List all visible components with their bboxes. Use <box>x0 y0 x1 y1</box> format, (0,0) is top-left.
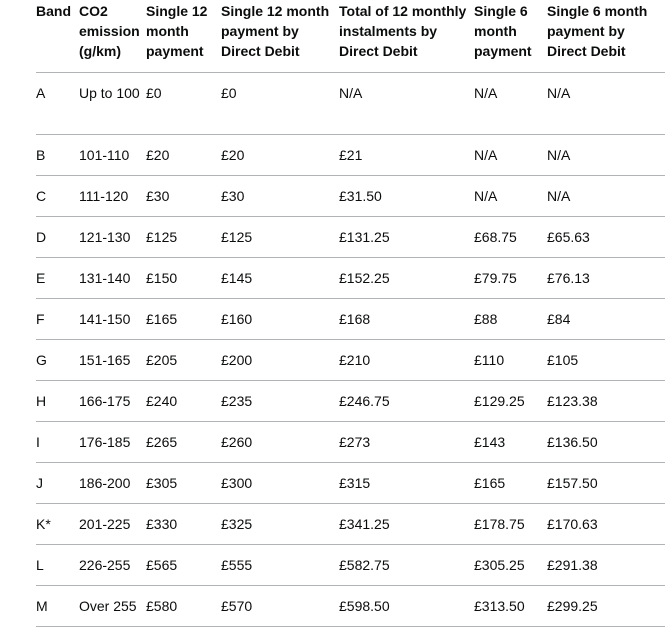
single-6-month-dd-cell-text: £299.25 <box>547 597 598 614</box>
single-12-month-cell <box>146 175 221 216</box>
band-cell <box>36 257 79 298</box>
table-row <box>36 298 665 339</box>
single-12-month-cell-text: £580 <box>146 597 178 614</box>
total-12-monthly-dd-cell-text: £152.25 <box>339 269 390 286</box>
total-12-monthly-dd-cell-text: £168 <box>339 310 371 327</box>
single-6-month-dd-cell <box>547 462 665 503</box>
total-12-monthly-dd-cell <box>339 175 474 216</box>
single-12-month-cell <box>146 216 221 257</box>
co2-cell <box>79 421 146 462</box>
co2-cell-text: 176-185 <box>79 433 131 450</box>
single-12-month-dd-cell <box>221 257 339 298</box>
single-12-month-cell <box>146 298 221 339</box>
header-band-label: Band <box>36 3 71 19</box>
header-band <box>36 0 79 72</box>
band-cell <box>36 503 79 544</box>
total-12-monthly-dd-cell-text: £273 <box>339 433 371 450</box>
single-6-month-dd-cell-text: N/A <box>547 187 571 204</box>
single-12-month-cell <box>146 72 221 134</box>
co2-cell-text: 141-150 <box>79 310 131 327</box>
single-12-month-cell <box>146 134 221 175</box>
co2-cell-text: 186-200 <box>79 474 131 491</box>
band-cell <box>36 585 79 626</box>
single-12-month-dd-cell-text: £125 <box>221 228 253 245</box>
total-12-monthly-dd-cell-text: £210 <box>339 351 371 368</box>
band-cell-text: D <box>36 228 47 245</box>
band-cell-text: H <box>36 392 47 409</box>
co2-cell <box>79 298 146 339</box>
single-12-month-cell-text: £0 <box>146 84 162 101</box>
single-6-month-dd-cell <box>547 175 665 216</box>
single-12-month-dd-cell-text: £200 <box>221 351 253 368</box>
single-6-month-dd-cell <box>547 339 665 380</box>
total-12-monthly-dd-cell <box>339 216 474 257</box>
single-6-month-dd-cell <box>547 380 665 421</box>
band-cell-text: K* <box>36 515 51 532</box>
single-6-month-cell-text: N/A <box>474 146 498 163</box>
single-12-month-dd-cell <box>221 216 339 257</box>
table-row <box>36 175 665 216</box>
single-12-month-dd-cell-text: £20 <box>221 146 245 163</box>
single-12-month-dd-cell-text: £145 <box>221 269 253 286</box>
co2-cell <box>79 462 146 503</box>
single-12-month-cell <box>146 503 221 544</box>
band-cell <box>36 544 79 585</box>
header-total-12-monthly-dd-label: Total of 12 monthly instalments by Direct Debit <box>339 3 467 59</box>
single-6-month-cell <box>474 72 547 134</box>
single-12-month-dd-cell-text: £555 <box>221 556 253 573</box>
total-12-monthly-dd-cell-text: N/A <box>339 84 363 101</box>
single-12-month-dd-cell <box>221 298 339 339</box>
single-12-month-cell <box>146 257 221 298</box>
single-6-month-cell-text: N/A <box>474 187 498 204</box>
band-cell-text: L <box>36 556 44 573</box>
single-6-month-cell <box>474 134 547 175</box>
band-cell-text: A <box>36 84 46 101</box>
band-cell <box>36 339 79 380</box>
co2-cell-text: 111-120 <box>79 187 129 204</box>
single-6-month-cell-text: £305.25 <box>474 556 525 573</box>
single-6-month-cell-text: £178.75 <box>474 515 525 532</box>
single-6-month-cell <box>474 462 547 503</box>
total-12-monthly-dd-cell <box>339 503 474 544</box>
single-12-month-dd-cell-text: £30 <box>221 187 245 204</box>
co2-cell <box>79 503 146 544</box>
co2-cell <box>79 216 146 257</box>
header-single-12-month-dd-label: Single 12 month payment by Direct Debit <box>221 3 330 59</box>
total-12-monthly-dd-cell-text: £598.50 <box>339 597 390 614</box>
total-12-monthly-dd-cell <box>339 72 474 134</box>
header-single-6-month-label: Single 6 month payment <box>474 3 532 59</box>
total-12-monthly-dd-cell-text: £21 <box>339 146 363 163</box>
co2-cell-text: 131-140 <box>79 269 131 286</box>
single-6-month-cell <box>474 339 547 380</box>
co2-cell-text: 166-175 <box>79 392 131 409</box>
single-12-month-dd-cell <box>221 72 339 134</box>
total-12-monthly-dd-cell <box>339 339 474 380</box>
co2-cell <box>79 339 146 380</box>
single-6-month-dd-cell-text: £136.50 <box>547 433 598 450</box>
single-6-month-cell <box>474 257 547 298</box>
single-12-month-cell-text: £240 <box>146 392 178 409</box>
single-12-month-dd-cell-text: £325 <box>221 515 253 532</box>
band-cell <box>36 175 79 216</box>
single-6-month-dd-cell <box>547 544 665 585</box>
vehicle-tax-rates-table <box>36 0 665 627</box>
header-single-6-month-dd-label: Single 6 month payment by Direct Debit <box>547 3 648 59</box>
single-6-month-dd-cell-text: N/A <box>547 146 571 163</box>
single-12-month-cell-text: £125 <box>146 228 178 245</box>
co2-cell-text: Up to 100 <box>79 84 140 101</box>
band-cell-text: E <box>36 269 46 286</box>
co2-cell-text: 101-110 <box>79 146 130 163</box>
single-12-month-cell-text: £30 <box>146 187 170 204</box>
single-6-month-cell-text: £79.75 <box>474 269 517 286</box>
single-12-month-dd-cell <box>221 339 339 380</box>
single-6-month-cell-text: £129.25 <box>474 392 525 409</box>
single-12-month-cell-text: £265 <box>146 433 178 450</box>
single-6-month-cell-text: £110 <box>474 351 505 368</box>
single-12-month-dd-cell-text: £160 <box>221 310 253 327</box>
single-12-month-cell-text: £565 <box>146 556 178 573</box>
single-12-month-cell <box>146 380 221 421</box>
header-total-12-monthly-dd <box>339 0 474 72</box>
header-single-6-month-dd <box>547 0 665 72</box>
single-6-month-cell <box>474 421 547 462</box>
single-12-month-cell-text: £150 <box>146 269 178 286</box>
total-12-monthly-dd-cell-text: £31.50 <box>339 187 382 204</box>
single-12-month-dd-cell-text: £0 <box>221 84 237 101</box>
single-12-month-cell-text: £305 <box>146 474 178 491</box>
band-cell-text: M <box>36 597 48 614</box>
single-6-month-cell <box>474 298 547 339</box>
total-12-monthly-dd-cell-text: £246.75 <box>339 392 390 409</box>
single-6-month-dd-cell-text: £170.63 <box>547 515 598 532</box>
single-6-month-dd-cell-text: £105 <box>547 351 579 368</box>
band-cell <box>36 298 79 339</box>
single-6-month-cell-text: £313.50 <box>474 597 525 614</box>
single-6-month-dd-cell <box>547 585 665 626</box>
header-single-12-month-dd <box>221 0 339 72</box>
band-cell-text: J <box>36 474 43 491</box>
single-6-month-dd-cell <box>547 134 665 175</box>
table-row <box>36 134 665 175</box>
single-6-month-dd-cell <box>547 72 665 134</box>
table-row <box>36 216 665 257</box>
single-12-month-dd-cell <box>221 462 339 503</box>
table-row <box>36 380 665 421</box>
table-row <box>36 257 665 298</box>
table-header-row <box>36 0 665 72</box>
single-12-month-cell <box>146 585 221 626</box>
total-12-monthly-dd-cell-text: £341.25 <box>339 515 390 532</box>
single-12-month-cell <box>146 462 221 503</box>
single-6-month-cell-text: £143 <box>474 433 506 450</box>
single-6-month-dd-cell-text: £65.63 <box>547 228 590 245</box>
total-12-monthly-dd-cell <box>339 380 474 421</box>
total-12-monthly-dd-cell-text: £582.75 <box>339 556 390 573</box>
total-12-monthly-dd-cell <box>339 462 474 503</box>
header-single-6-month <box>474 0 547 72</box>
single-12-month-cell <box>146 421 221 462</box>
table-row <box>36 503 665 544</box>
total-12-monthly-dd-cell <box>339 421 474 462</box>
single-6-month-cell <box>474 503 547 544</box>
single-12-month-dd-cell-text: £260 <box>221 433 253 450</box>
band-cell-text: I <box>36 433 40 450</box>
co2-cell <box>79 544 146 585</box>
single-6-month-dd-cell-text: £123.38 <box>547 392 598 409</box>
co2-cell <box>79 585 146 626</box>
single-6-month-dd-cell-text: £157.50 <box>547 474 598 491</box>
co2-cell <box>79 257 146 298</box>
single-6-month-cell-text: £88 <box>474 310 498 327</box>
single-6-month-dd-cell-text: £76.13 <box>547 269 590 286</box>
band-cell <box>36 380 79 421</box>
table-row <box>36 544 665 585</box>
single-6-month-cell-text: £165 <box>474 474 506 491</box>
single-6-month-cell <box>474 544 547 585</box>
total-12-monthly-dd-cell <box>339 544 474 585</box>
single-6-month-dd-cell <box>547 257 665 298</box>
band-cell-text: C <box>36 187 47 204</box>
single-12-month-cell-text: £165 <box>146 310 178 327</box>
single-12-month-dd-cell <box>221 503 339 544</box>
header-co2-emission-label: CO2 emission (g/km) <box>79 3 140 59</box>
single-6-month-cell <box>474 175 547 216</box>
co2-cell-text: 151-165 <box>79 351 131 368</box>
single-12-month-dd-cell-text: £235 <box>221 392 253 409</box>
single-12-month-dd-cell-text: £570 <box>221 597 253 614</box>
single-12-month-cell-text: £330 <box>146 515 178 532</box>
single-12-month-cell <box>146 544 221 585</box>
single-6-month-dd-cell-text: £84 <box>547 310 571 327</box>
single-6-month-cell-text: N/A <box>474 84 498 101</box>
single-12-month-cell <box>146 339 221 380</box>
single-6-month-cell <box>474 380 547 421</box>
co2-cell-text: 121-130 <box>79 228 131 245</box>
single-12-month-dd-cell <box>221 134 339 175</box>
header-co2-emission <box>79 0 146 72</box>
single-6-month-cell-text: £68.75 <box>474 228 517 245</box>
single-12-month-dd-cell <box>221 585 339 626</box>
co2-cell-text: 226-255 <box>79 556 131 573</box>
total-12-monthly-dd-cell-text: £131.25 <box>339 228 390 245</box>
header-single-12-month <box>146 0 221 72</box>
single-12-month-dd-cell <box>221 380 339 421</box>
single-12-month-cell-text: £205 <box>146 351 178 368</box>
table-body <box>36 72 665 626</box>
single-6-month-dd-cell-text: £291.38 <box>547 556 598 573</box>
table-row <box>36 72 665 134</box>
single-6-month-dd-cell <box>547 421 665 462</box>
band-cell-text: B <box>36 146 46 163</box>
table-row <box>36 585 665 626</box>
co2-cell <box>79 380 146 421</box>
header-single-12-month-label: Single 12 month payment <box>146 3 208 59</box>
co2-cell-text: Over 255 <box>79 597 137 614</box>
single-12-month-dd-cell <box>221 544 339 585</box>
single-6-month-cell <box>474 216 547 257</box>
table-row <box>36 462 665 503</box>
single-6-month-dd-cell <box>547 216 665 257</box>
single-6-month-dd-cell-text: N/A <box>547 84 571 101</box>
single-12-month-dd-cell-text: £300 <box>221 474 253 491</box>
band-cell <box>36 462 79 503</box>
total-12-monthly-dd-cell <box>339 257 474 298</box>
band-cell <box>36 72 79 134</box>
co2-cell-text: 201-225 <box>79 515 131 532</box>
band-cell <box>36 216 79 257</box>
total-12-monthly-dd-cell <box>339 585 474 626</box>
table-row <box>36 421 665 462</box>
single-6-month-dd-cell <box>547 298 665 339</box>
single-12-month-cell-text: £20 <box>146 146 170 163</box>
total-12-monthly-dd-cell-text: £315 <box>339 474 371 491</box>
co2-cell <box>79 175 146 216</box>
table-row <box>36 339 665 380</box>
single-12-month-dd-cell <box>221 175 339 216</box>
band-cell <box>36 134 79 175</box>
co2-cell <box>79 134 146 175</box>
single-6-month-cell <box>474 585 547 626</box>
band-cell-text: G <box>36 351 47 368</box>
total-12-monthly-dd-cell <box>339 298 474 339</box>
band-cell-text: F <box>36 310 45 327</box>
single-6-month-dd-cell <box>547 503 665 544</box>
band-cell <box>36 421 79 462</box>
co2-cell <box>79 72 146 134</box>
total-12-monthly-dd-cell <box>339 134 474 175</box>
single-12-month-dd-cell <box>221 421 339 462</box>
